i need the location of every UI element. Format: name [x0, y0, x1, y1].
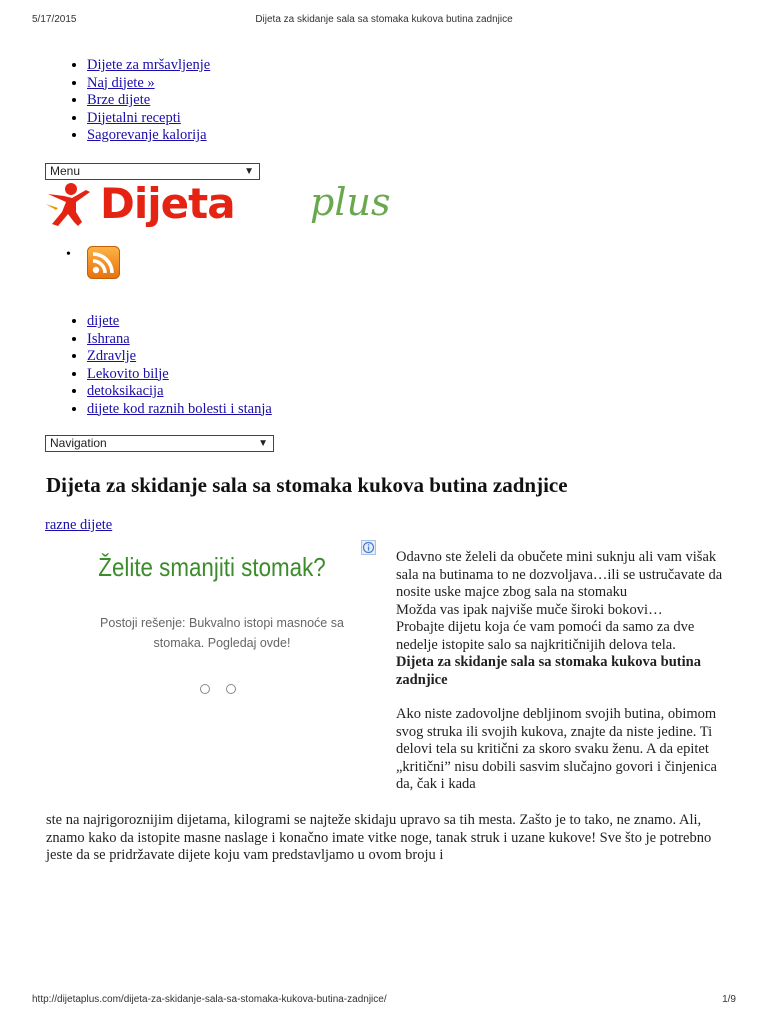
top-menu [45, 57, 210, 145]
post-category-link[interactable]: razne dijete [45, 517, 113, 533]
logo-brand-main: Dijeta [100, 179, 235, 228]
print-page-number: 1/9 [722, 994, 736, 1005]
dropdown-arrow-icon: ▼ [258, 438, 268, 449]
ad-pagination [198, 684, 238, 696]
category-menu-item-lekovito-bilje [87, 366, 272, 384]
category-menu-link[interactable]: dijete [87, 313, 120, 329]
top-menu-item-dijetalni-recepti [87, 110, 210, 128]
intro-paragraph: Probajte dijetu koja će vam pomoći da samo za dve nedelje istopite salo sa najkritičnijih delova tela. [396, 619, 695, 653]
ad-headline[interactable]: Želite smanjiti stomak? [98, 552, 326, 582]
top-menu-link[interactable]: Naj dijete » [87, 74, 155, 91]
rss-bullet: • [66, 247, 71, 262]
top-menu-item-brze-dijete [87, 92, 210, 110]
rss-feed-icon[interactable] [87, 246, 120, 279]
category-menu-item-detoksikacija [87, 383, 272, 401]
print-date: 5/17/2015 [32, 14, 77, 25]
body-paragraph-full: ste na najrigoroznijim dijetama, kilogrami se najteže skidaju upravo sa tih mesta. Zašto je to tako, ne znamo. Ali, znamo kako da istopite masne naslage i konačno imate vitke noge, tanak struk i uzane kukove! Sve što je potrebno jeste da se pridržavate dijete koju vam predstavljamo u ovom broju i [46, 812, 712, 863]
category-menu-item-ishrana [87, 331, 272, 349]
paragraph-gap [396, 689, 726, 706]
top-menu-item-sagorevanje-kalorija [87, 127, 210, 145]
intro-paragraph: Možda vas ipak najviše muče široki bokovi… [396, 601, 663, 618]
top-menu-link[interactable]: Brze dijete [87, 92, 151, 108]
top-menu-link[interactable]: Sagorevanje kalorija [87, 127, 207, 143]
post-title: Dijeta za skidanje sala sa stomaka kukova butina zadnjice [46, 473, 568, 497]
person-figure-icon [44, 182, 94, 228]
intro-paragraph: Odavno ste želeli da obučete mini suknju ali vam višak sala na butinama to ne dozvoljava…ili se ustručavate da nosite uske majce zbog sala na stomaku [396, 549, 723, 600]
category-menu-link[interactable]: dijete kod raznih bolesti i stanja [87, 400, 272, 417]
category-menu-link[interactable]: Ishrana [87, 330, 130, 347]
category-menu-link[interactable]: detoksikacija [87, 383, 164, 399]
menu-select-value: Menu [50, 164, 81, 178]
advertisement[interactable] [46, 538, 378, 718]
category-menu [45, 313, 272, 418]
print-title: Dijeta za skidanje sala sa stomaka kukova butina zadnjice [255, 14, 513, 25]
top-menu-link[interactable]: Dijetalni recepti [87, 109, 181, 126]
print-url: http://dijetaplus.com/dijeta-za-skidanje-sala-sa-stomaka-kukova-butina-zadnjice/ [32, 994, 387, 1005]
top-menu-item-dijete-za-mrsavljenje [87, 57, 210, 75]
category-menu-link[interactable]: Zdravlje [87, 348, 137, 364]
navigation-select-value: Navigation [50, 436, 107, 450]
ad-info-icon[interactable] [361, 540, 376, 555]
category-menu-item-zdravlje [87, 348, 272, 366]
category-menu-item-dijete-kod-bolesti [87, 401, 272, 419]
category-menu-item-dijete [87, 313, 272, 331]
ad-page-dot[interactable] [200, 684, 210, 694]
ad-page-dot[interactable] [226, 684, 236, 694]
print-header [32, 14, 736, 28]
body-paragraph-wrapped: Ako niste zadovoljne debljinom svojih butina, obimom svog struka ili svojih kukova, znajte da niste jedine. Ti delovi tela su kritični za skoro svaku ženu. A da epitet „kritični” nisu dobili sasvim slučajno govori i činjenica da, čak i kada [396, 706, 717, 792]
dropdown-arrow-icon: ▼ [244, 166, 254, 177]
print-footer [32, 994, 736, 1008]
post-subheading: Dijeta za skidanje sala sa stomaka kukova butina zadnjice [396, 654, 701, 688]
post-intro-column [396, 549, 726, 794]
ad-body[interactable]: Postoji rešenje: Bukvalno istopi masnoće sa stomaka. Pogledaj ovde! [100, 616, 344, 650]
menu-select[interactable] [45, 163, 260, 180]
top-menu-link[interactable]: Dijete za mršavljenje [87, 57, 211, 73]
category-menu-link[interactable]: Lekovito bilje [87, 365, 169, 382]
navigation-select[interactable] [45, 435, 274, 452]
top-menu-item-naj-dijete [87, 75, 210, 93]
site-logo[interactable] [44, 180, 404, 230]
logo-brand-plus: plus [310, 180, 391, 224]
